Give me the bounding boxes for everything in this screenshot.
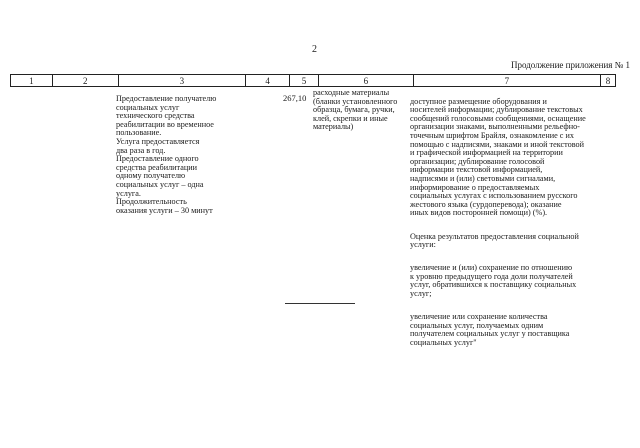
- continuation-label: Продолжение приложения № 1: [510, 60, 630, 70]
- header-cell-2: 2: [53, 75, 119, 86]
- header-cell-8: 8: [605, 76, 611, 86]
- quality-indicators: [410, 89, 612, 362]
- header-cell-5: 5: [290, 75, 319, 86]
- header-cell-6: 6: [319, 75, 414, 86]
- header-cell-7: 7: [414, 75, 601, 86]
- indicator-paragraph: Оценка результатов предоставления социальной услуги:: [410, 231, 579, 250]
- page-number: 2: [312, 44, 317, 55]
- indicator-paragraph: увеличение и (или) сохранение по отношению к уровню предыдущего года доли получателей услуг, обратившихся к поставщику социальных услуг;: [410, 263, 577, 299]
- end-divider-line: [285, 303, 355, 304]
- indicator-paragraph: доступное размещение оборудования и носителей информации; дублирование текстовых сообщений голосовыми сообщениями, оснащение организации знаками, выполненными рельефно- точечным шрифтом Брайля, ознакомление с их помощью с надписями, знаками и иной текстовой и графической информацией на территории организации; дублирование голосовой информации текстовой информацией, надписями и (или) световыми сигналами, информирование о предоставляемых социальных услугах с использованием русского жестового языка (сурдоперевода); оказание иных видов посторонней помощи) (%).: [410, 96, 586, 218]
- service-description: Предоставление получателю социальных услуг технического средства реабилитации во временное пользование. Услуга предоставляется два раза в год. Предоставление одного средства реабилитации одному получателю социальных услуг – одна услуга. Продолжительность оказания услуги – 30 минут: [116, 94, 217, 215]
- service-price: 267,10: [283, 93, 307, 103]
- header-cell-4: 4: [246, 75, 290, 86]
- table-header-row: [10, 74, 616, 87]
- header-cell-1: 1: [11, 75, 53, 86]
- indicator-paragraph: увеличение или сохранение количества социальных услуг, получаемых одним получателем социальных услуг у поставщика социальных услуг": [410, 312, 570, 348]
- header-cell-3: 3: [119, 75, 247, 86]
- materials-list: расходные материалы (бланки установленного образца, бумага, ручки, клей, скрепки и иные материалы): [313, 88, 398, 132]
